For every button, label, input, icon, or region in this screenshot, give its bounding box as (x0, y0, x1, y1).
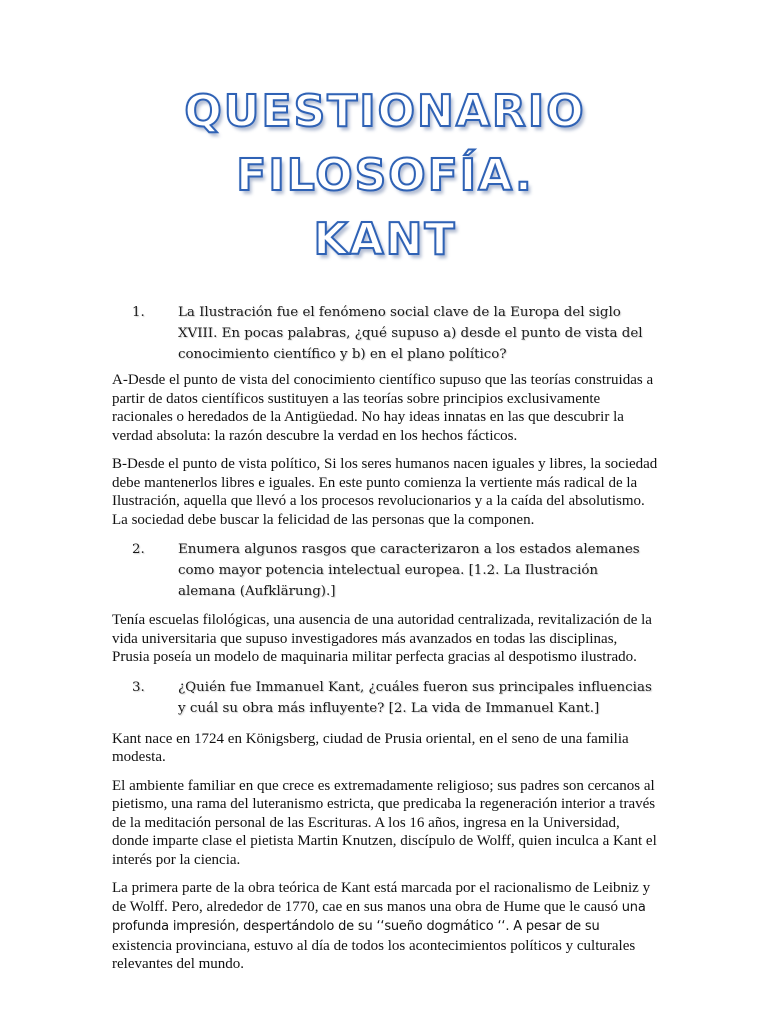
answer-q3-paragraph-2: El ambiente familiar en que crece es extremadamente religioso; sus padres son cercanos al pietismo, una rama del luteranismo estricta, que predicaba la regeneración interior a través de la meditación personal de las Escrituras. A los 16 años, ingresa en la Universidad, donde imparte clase el pietista Martin Knutzen, discípulo de Wolff, quien inculca a Kant el interés por la ciencia. (112, 777, 657, 868)
question-text: Enumera algunos rasgos que caracterizaron a los estados alemanes como mayor potencia intelectual europea. [1.2. La Ilustración alemana (Aufklärung).] (178, 542, 640, 599)
answer-q2: Tenía escuelas filológicas, una ausencia de una autoridad centralizada, revitalización de la vida universitaria que supuso investigadores más avanzados en todas las disciplinas, Prusia poseía un modelo de maquinaria militar perfecta gracias al despotismo ilustrado. (112, 612, 652, 665)
question-text: La Ilustración fue el fenómeno social clave de la Europa del siglo XVIII. En pocas palabras, ¿qué supuso a) desde el punto de vista del conocimiento científico y b) en el plano político? (178, 305, 643, 362)
question-3 (112, 677, 658, 719)
question-1 (112, 302, 658, 365)
paragraph-3-part-3: existencia provinciana, estuvo al día de todos los acontecimientos políticos y culturales relevantes del mundo. (112, 937, 636, 972)
question-2 (112, 539, 658, 602)
question-number: 1. (132, 305, 145, 320)
document-title (92, 0, 678, 272)
paragraph-3-part-2: una profunda impresión, despertándolo de su ‘‘sueño dogmático ‘‘. A pesar de su (112, 899, 646, 934)
answer-q3-paragraph-1: Kant nace en 1724 en Königsberg, ciudad de Prusia oriental, en el seno de una familia modesta. (112, 730, 629, 765)
question-text: ¿Quién fue Immanuel Kant, ¿cuáles fueron sus principales influencias y cuál su obra más influyente? [2. La vida de Immanuel Kant.] (178, 679, 652, 716)
question-number: 2. (132, 542, 145, 557)
answer-a: A-Desde el punto de vista del conocimiento científico supuso que las teorías construidas a partir de datos científicos sustituyen a las teorías sobre principios exclusivamente racionales o heredados de la Antigüedad. No hay ideas innatas en las que descubrir la verdad absoluta: la razón descubre la verdad en los hechos fácticos. (112, 372, 654, 444)
question-number: 3. (132, 679, 145, 695)
answer-q3-paragraph-3 (112, 879, 658, 974)
title-line-2: KANT (313, 214, 457, 265)
answer-b: B-Desde el punto de vista político, Si los seres humanos nacen iguales y libres, la sociedad debe mantenerlos libres e iguales. En este punto comienza la vertiente más radical de la Ilustración, aquella que llevó a los procesos revolucionarios y a la caída del absolutismo. La sociedad debe buscar la felicidad de las personas que la componen. (112, 456, 658, 528)
paragraph-3-part-1: La primera parte de la obra teórica de Kant está marcada por el racionalismo de Leibniz y de Wolff. Pero, alrededor de 1770, cae en sus manos una obra de Hume que le causó (112, 880, 651, 915)
title-line-1: QUESTIONARIO FILOSOFÍA. (184, 86, 586, 201)
